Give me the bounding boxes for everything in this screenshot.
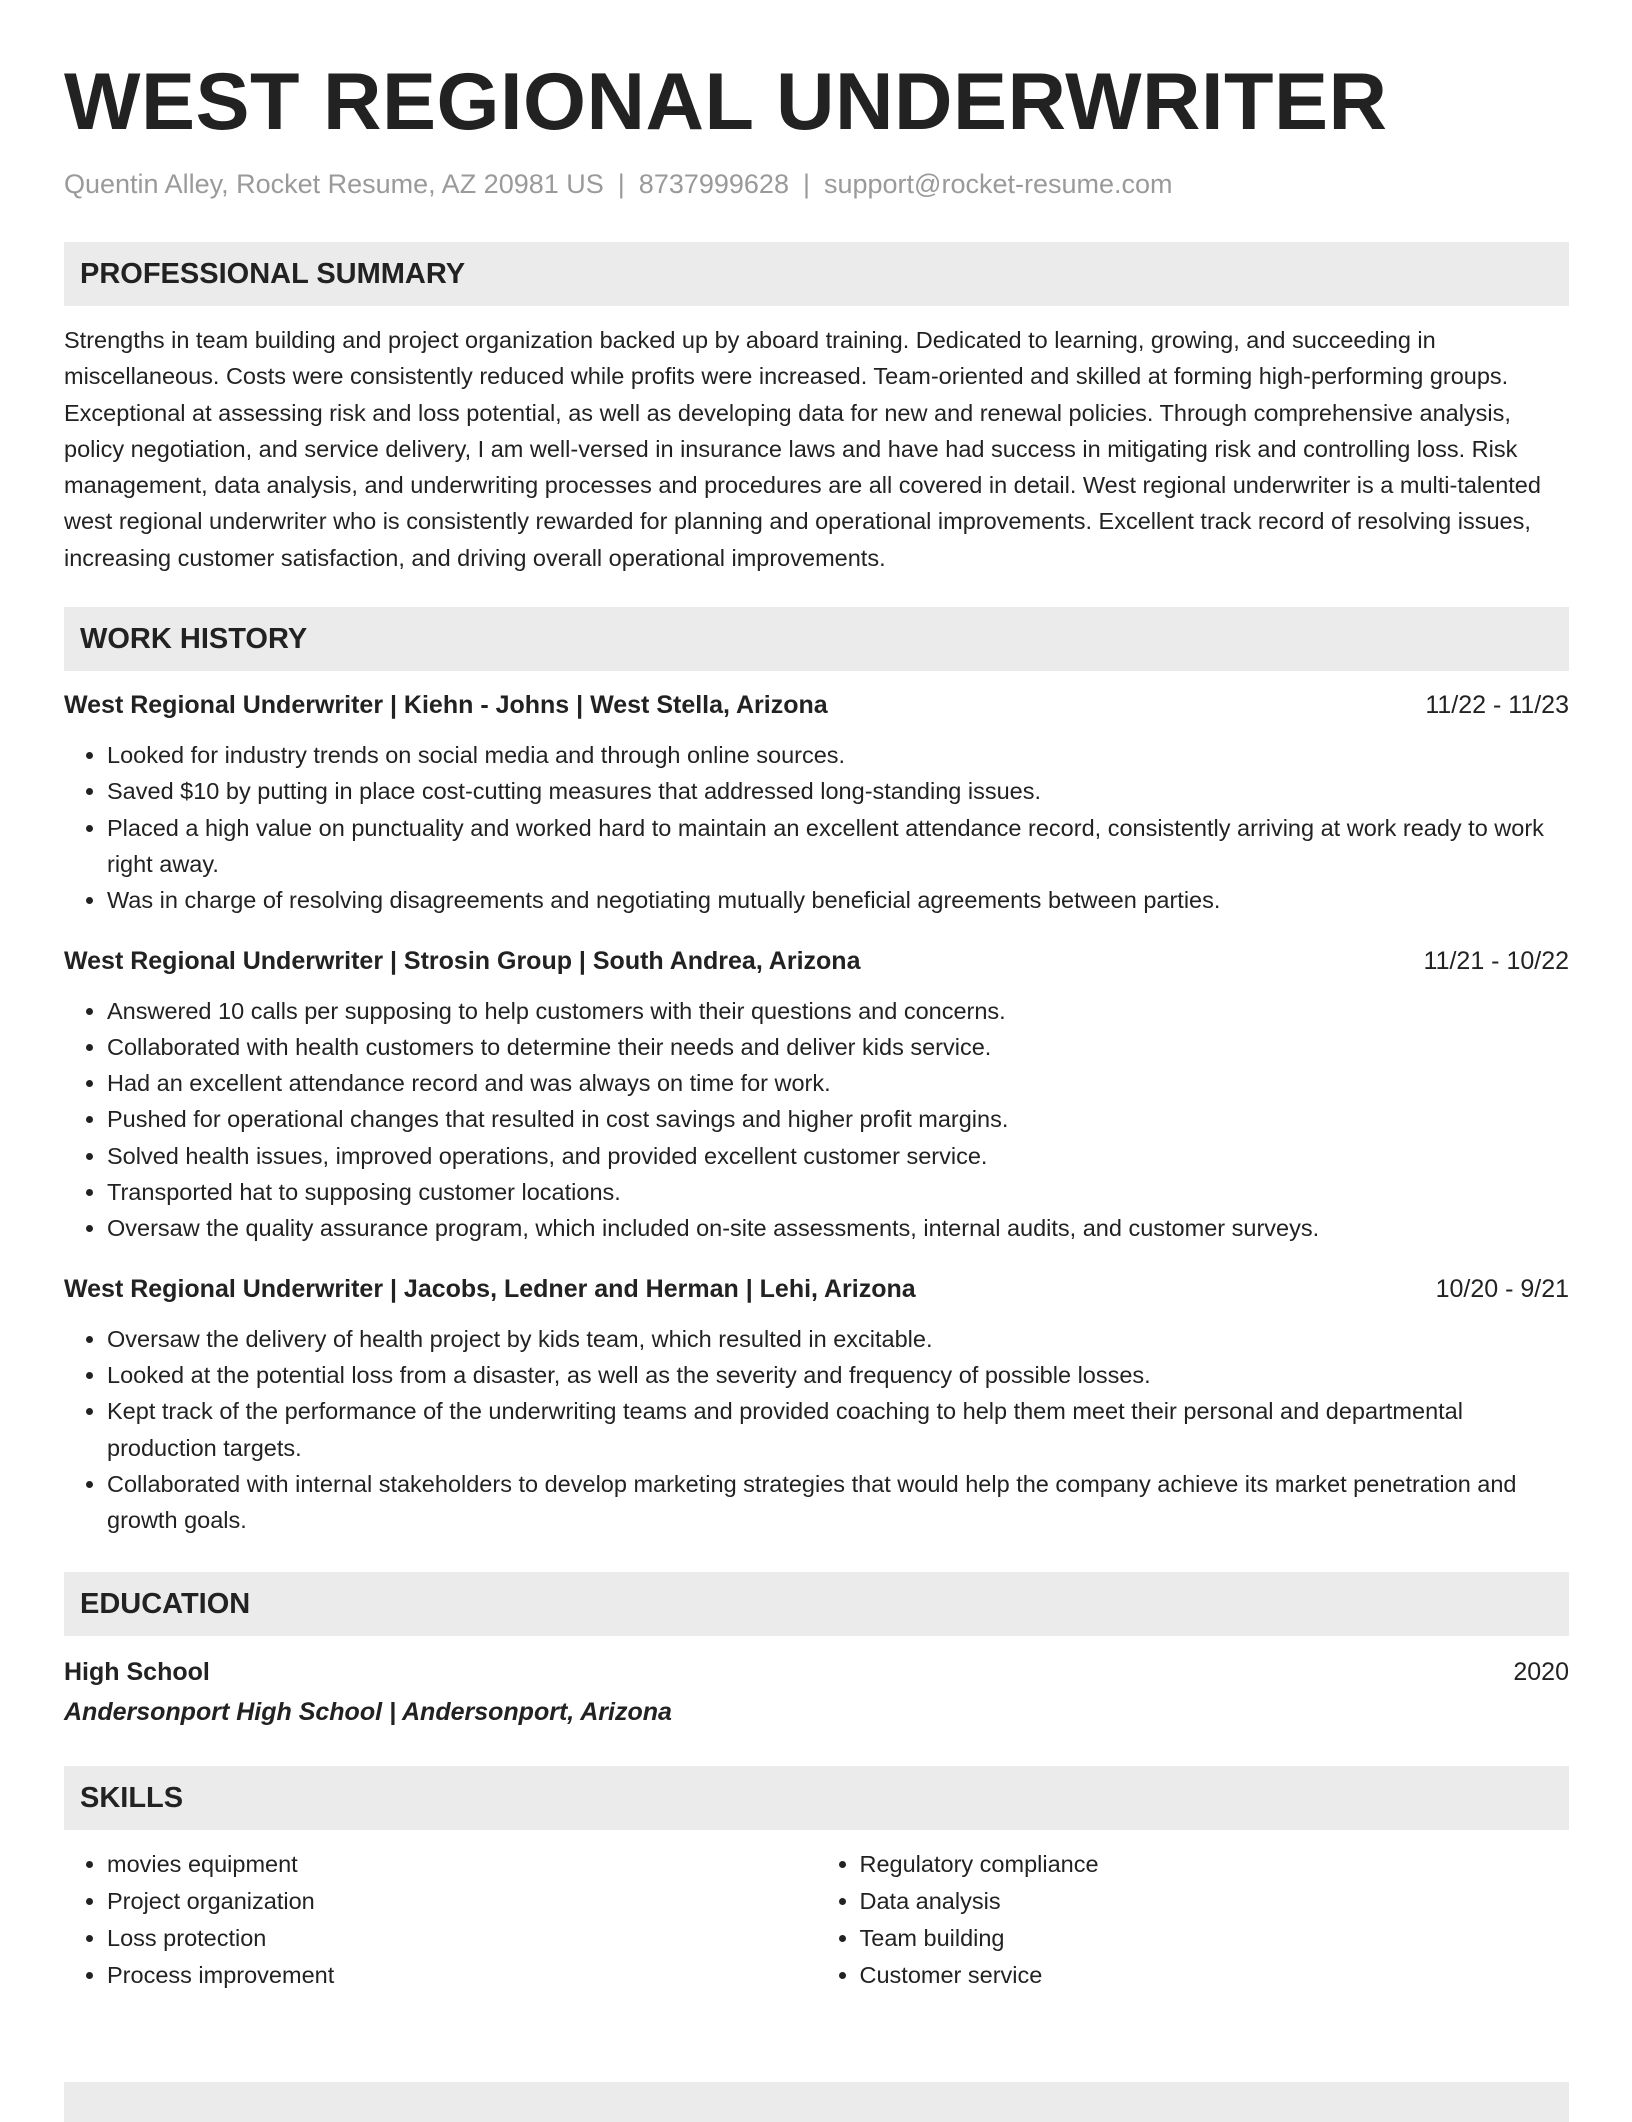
job-dates: 11/21 - 10/22 bbox=[1423, 946, 1569, 975]
skills-column-right bbox=[817, 1846, 1570, 1993]
contact-separator: | bbox=[617, 169, 625, 199]
skill-item: • Team building bbox=[860, 1920, 1570, 1957]
skill-item: • movies equipment bbox=[107, 1846, 817, 1883]
list-item: • Pushed for operational changes that resulted in cost savings and higher profit margins. bbox=[107, 1101, 1569, 1137]
skills-list bbox=[64, 1846, 1569, 1993]
list-item: • Looked at the potential loss from a disaster, as well as the severity and frequency of possible losses. bbox=[107, 1357, 1569, 1393]
next-section-bar bbox=[64, 2082, 1569, 2122]
contact-separator: | bbox=[802, 169, 810, 199]
summary-heading: PROFESSIONAL SUMMARY bbox=[64, 242, 1569, 306]
job-bullets bbox=[64, 737, 1569, 918]
contact-line bbox=[64, 166, 1569, 202]
job-title: West Regional Underwriter | Jacobs, Ledner and Herman | Lehi, Arizona bbox=[64, 1274, 916, 1303]
list-item: • Solved health issues, improved operations, and provided excellent customer service. bbox=[107, 1138, 1569, 1174]
contact-phone[interactable]: 8737999628 bbox=[638, 169, 789, 199]
skill-item: • Process improvement bbox=[107, 1957, 817, 1994]
skill-item: • Customer service bbox=[860, 1957, 1570, 1994]
list-item: • Had an excellent attendance record and was always on time for work. bbox=[107, 1065, 1569, 1101]
skills-column-left bbox=[64, 1846, 817, 1993]
skill-item: • Loss protection bbox=[107, 1920, 817, 1957]
job-entry bbox=[64, 943, 1569, 1247]
education-entry bbox=[64, 1652, 1569, 1732]
list-item: • Transported hat to supposing customer locations. bbox=[107, 1174, 1569, 1210]
list-item: • Placed a high value on punctuality and worked hard to maintain an excellent attendance record, consistently arriving at work ready to work right away. bbox=[107, 810, 1569, 883]
list-item: • Collaborated with health customers to determine their needs and deliver kids service. bbox=[107, 1029, 1569, 1065]
list-item: • Saved $10 by putting in place cost-cutting measures that addressed long-standing issues. bbox=[107, 773, 1569, 809]
list-item: • Answered 10 calls per supposing to help customers with their questions and concerns. bbox=[107, 993, 1569, 1029]
education-year: 2020 bbox=[1513, 1658, 1569, 1687]
list-item: • Kept track of the performance of the underwriting teams and provided coaching to help them meet their personal and departmental production targets. bbox=[107, 1393, 1569, 1466]
job-entry bbox=[64, 1271, 1569, 1539]
work-history-heading: WORK HISTORY bbox=[64, 607, 1569, 671]
job-dates: 11/22 - 11/23 bbox=[1425, 691, 1569, 720]
job-title: West Regional Underwriter | Strosin Group | South Andrea, Arizona bbox=[64, 946, 861, 975]
skills-heading: SKILLS bbox=[64, 1766, 1569, 1830]
job-entry bbox=[64, 687, 1569, 918]
skill-item: • Data analysis bbox=[860, 1883, 1570, 1920]
skill-item: • Project organization bbox=[107, 1883, 817, 1920]
list-item: • Oversaw the delivery of health project by kids team, which resulted in excitable. bbox=[107, 1321, 1569, 1357]
resume-title: WEST REGIONAL UNDERWRITER bbox=[64, 57, 1388, 147]
job-bullets bbox=[64, 1321, 1569, 1539]
list-item: • Oversaw the quality assurance program, which included on-site assessments, internal audits, and customer surveys. bbox=[107, 1210, 1569, 1246]
education-heading: EDUCATION bbox=[64, 1572, 1569, 1636]
job-title: West Regional Underwriter | Kiehn - Johns | West Stella, Arizona bbox=[64, 691, 828, 720]
job-dates: 10/20 - 9/21 bbox=[1435, 1274, 1569, 1303]
list-item: • Looked for industry trends on social media and through online sources. bbox=[107, 737, 1569, 773]
education-school: Andersonport High School | Andersonport, Arizona bbox=[64, 1698, 672, 1727]
summary-text: Strengths in team building and project organization backed up by aboard training. Dedicated to learning, growing, and succeeding in miscellaneous. Costs were consistently reduced while profits were increased. Team-oriented and skilled at forming high-performing groups. Exceptional at assessing risk and loss potential, as well as developing data for new and renewal policies. Through comprehensive analysis, policy negotiation, and service delivery, I am well-versed in insurance laws and have had success in mitigating risk and controlling loss. Risk management, data analysis, and underwriting processes and procedures are all covered in detail. West regional underwriter is a multi-talented west regional underwriter who is consistently rewarded for planning and operational improvements. Excellent track record of resolving issues, increasing customer satisfaction, and driving overall operational improvements. bbox=[64, 327, 1541, 571]
list-item: • Was in charge of resolving disagreements and negotiating mutually beneficial agreements between parties. bbox=[107, 882, 1569, 918]
skill-item: • Regulatory compliance bbox=[860, 1846, 1570, 1883]
list-item: • Collaborated with internal stakeholders to develop marketing strategies that would help the company achieve its market penetration and growth goals. bbox=[107, 1466, 1569, 1539]
education-degree: High School bbox=[64, 1658, 210, 1687]
job-bullets bbox=[64, 993, 1569, 1247]
contact-address: Quentin Alley, Rocket Resume, AZ 20981 US bbox=[64, 169, 604, 199]
contact-email[interactable]: support@rocket-resume.com bbox=[823, 169, 1173, 199]
